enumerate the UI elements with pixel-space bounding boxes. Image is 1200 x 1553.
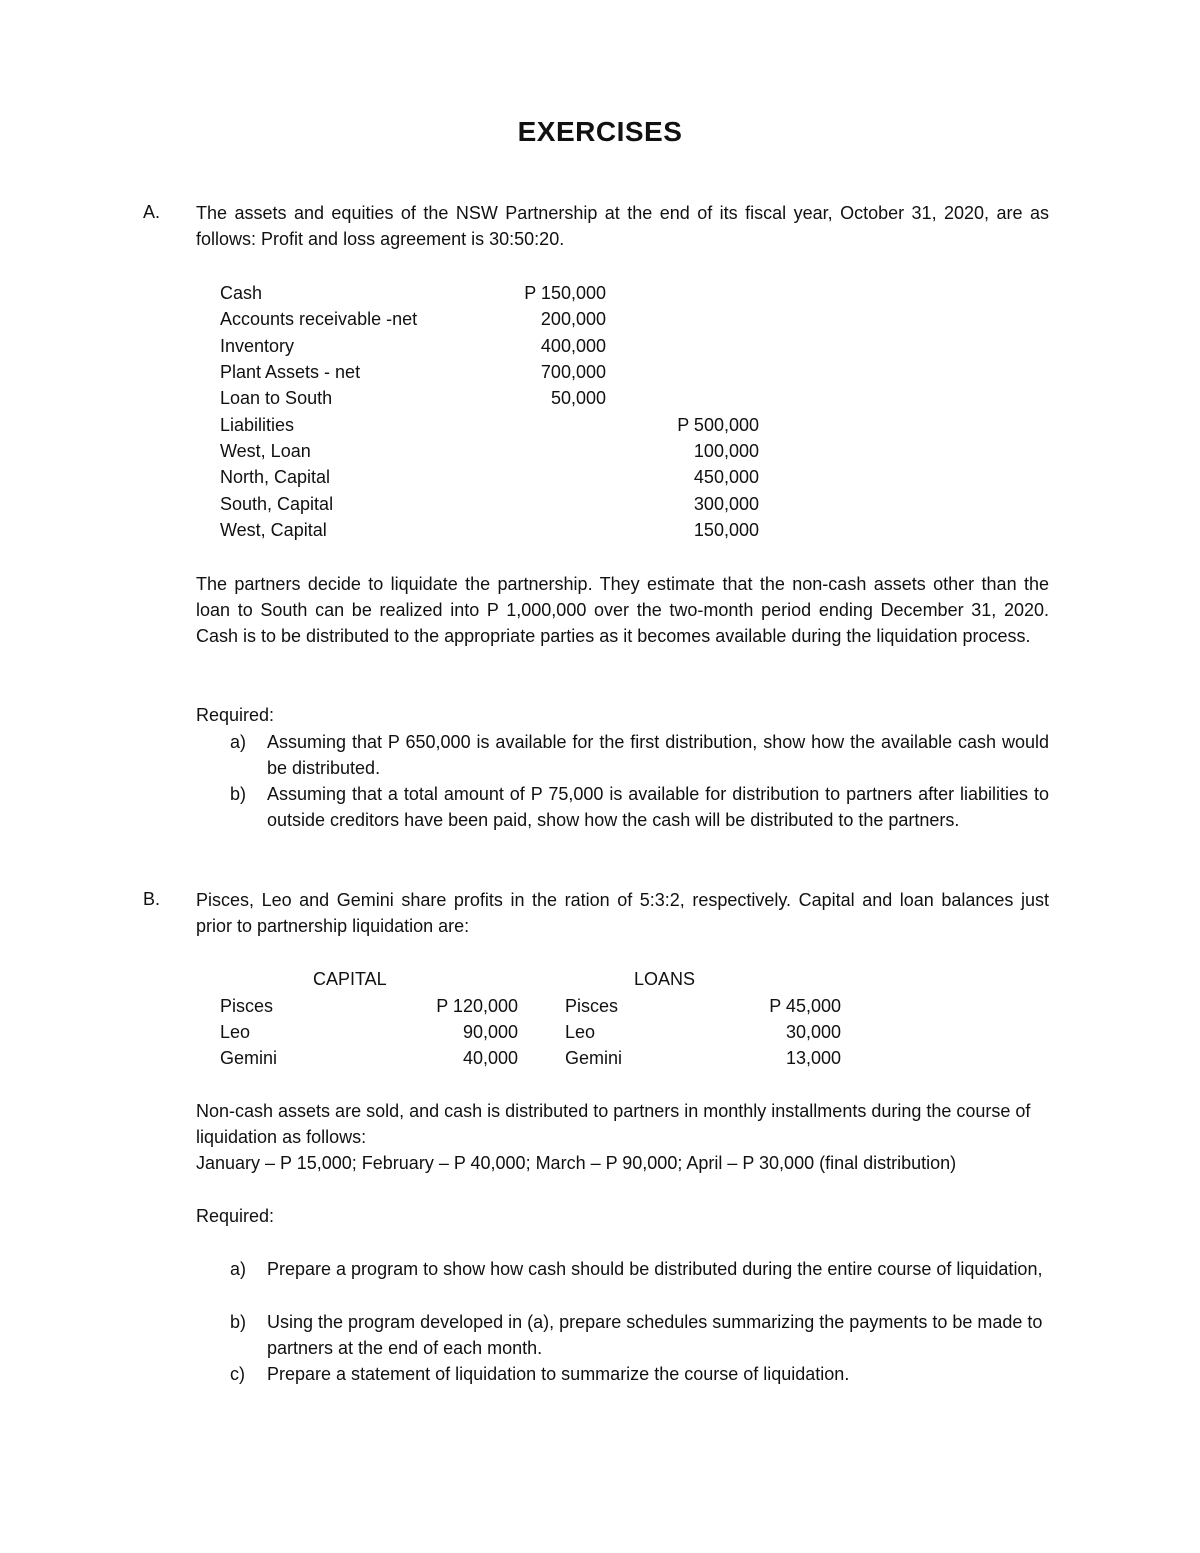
capital-partner-name: Pisces xyxy=(220,996,274,1016)
loan-amount: 30,000 xyxy=(785,1022,841,1042)
balance-row-credit: P 500,000 xyxy=(677,415,759,435)
balance-row-debit: P 150,000 xyxy=(524,283,606,303)
requirement-text: Using the program developed in (a), prepare schedules summarizing the payments to be made to partners at the end of each month. xyxy=(267,1312,1043,1359)
capital-partner-name: Leo xyxy=(220,1022,251,1042)
balance-row-debit: 50,000 xyxy=(550,388,606,408)
requirement-letter: b) xyxy=(230,784,247,804)
balance-row-credit: 100,000 xyxy=(693,441,759,461)
requirement-text: Assuming that P 650,000 is available for the first distribution, show how the available cash would be distributed. xyxy=(267,732,1049,779)
balance-row-label: South, Capital xyxy=(220,494,334,514)
installments-line: January – P 15,000; February – P 40,000; March – P 90,000; April – P 30,000 (final distribution) xyxy=(196,1153,957,1173)
capital-partner-name: Gemini xyxy=(220,1048,278,1068)
loan-partner-name: Leo xyxy=(565,1022,596,1042)
balance-row-label: West, Capital xyxy=(220,520,327,540)
section-b-paragraph: Non-cash assets are sold, and cash is distributed to partners in monthly installments during the course of liquidation as follows: xyxy=(196,1101,1031,1148)
balance-row-credit: 300,000 xyxy=(693,494,759,514)
capital-amount: 90,000 xyxy=(462,1022,518,1042)
loan-amount: P 45,000 xyxy=(769,996,841,1016)
balance-row-debit: 200,000 xyxy=(540,309,606,329)
section-b-intro: Pisces, Leo and Gemini share profits in the ration of 5:3:2, respectively. Capital and loan balances just prior to partnership liquidation are: xyxy=(196,890,1049,937)
section-b-required-label: Required: xyxy=(196,1206,275,1226)
capital-amount: 40,000 xyxy=(462,1048,518,1068)
loans-header: LOANS xyxy=(634,969,696,989)
balance-row-label: Plant Assets - net xyxy=(220,362,361,382)
balance-row-label: Accounts receivable -net xyxy=(220,309,418,329)
balance-row-label: Inventory xyxy=(220,336,295,356)
balance-row-debit: 700,000 xyxy=(540,362,606,382)
requirement-text: Prepare a statement of liquidation to summarize the course of liquidation. xyxy=(267,1364,850,1384)
requirement-text: Prepare a program to show how cash should be distributed during the entire course of liquidation, xyxy=(267,1259,1043,1279)
loan-partner-name: Pisces xyxy=(565,996,619,1016)
requirement-letter: c) xyxy=(230,1364,245,1384)
loan-amount: 13,000 xyxy=(785,1048,841,1068)
section-a-required-label: Required: xyxy=(196,705,275,725)
requirement-letter: a) xyxy=(230,1259,247,1279)
balance-row-label: Loan to South xyxy=(220,388,333,408)
capital-amount: P 120,000 xyxy=(436,996,518,1016)
requirement-letter: b) xyxy=(230,1312,247,1332)
section-a-intro: The assets and equities of the NSW Partnership at the end of its fiscal year, October 31, 2020, are as follows: Profit and loss agreement is 30:50:20. xyxy=(196,203,1049,250)
requirement-text: Assuming that a total amount of P 75,000 is available for distribution to partners after liabilities to outside creditors have been paid, show how the cash will be distributed to the partners. xyxy=(267,784,1049,831)
balance-row-label: North, Capital xyxy=(220,467,331,487)
section-b-marker: B. xyxy=(143,889,161,909)
balance-row-label: Cash xyxy=(220,283,263,303)
loan-partner-name: Gemini xyxy=(565,1048,623,1068)
requirement-letter: a) xyxy=(230,732,247,752)
balance-row-label: West, Loan xyxy=(220,441,311,461)
balance-row-credit: 450,000 xyxy=(693,467,759,487)
balance-row-debit: 400,000 xyxy=(540,336,606,356)
balance-row-credit: 150,000 xyxy=(693,520,759,540)
capital-header: CAPITAL xyxy=(313,969,387,989)
balance-row-label: Liabilities xyxy=(220,415,295,435)
section-a-paragraph: The partners decide to liquidate the partnership. They estimate that the non-cash assets other than the loan to South can be realized into P 1,000,000 over the two-month period ending December 31, 2020. Cash is to be distributed to the appropriate parties as it becomes available during the liquidation process. xyxy=(196,574,1049,647)
section-a-marker: A. xyxy=(143,202,161,222)
page-title: EXERCISES xyxy=(517,116,683,147)
